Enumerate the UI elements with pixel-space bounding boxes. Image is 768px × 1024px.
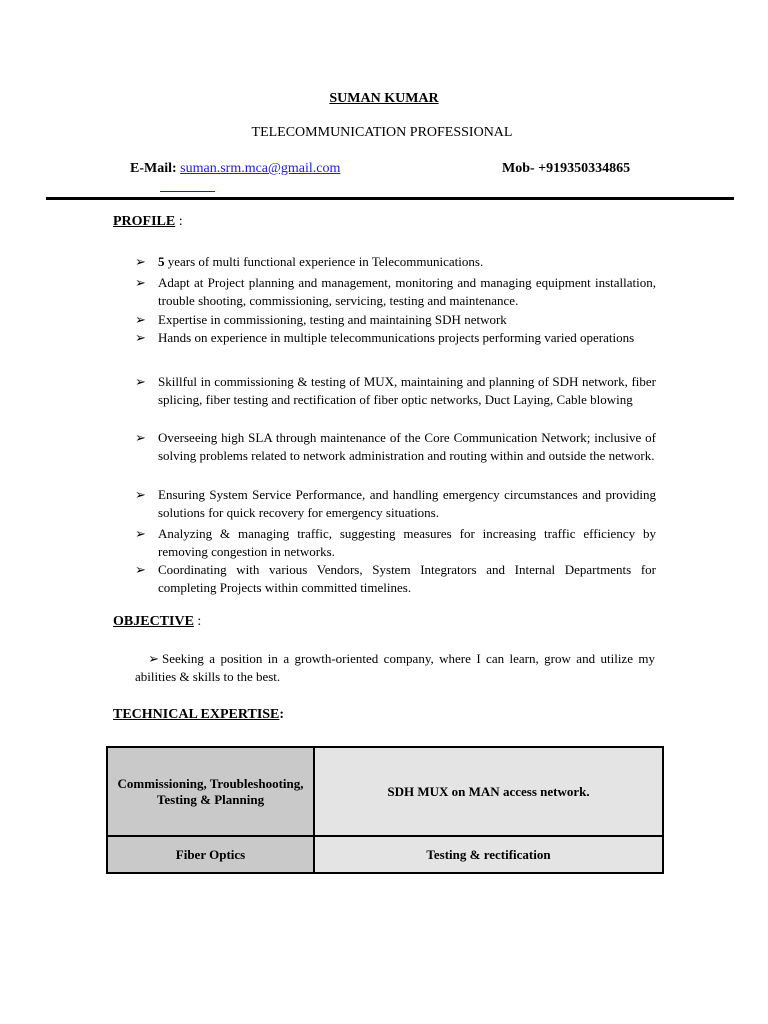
- candidate-name: SUMAN KUMAR: [329, 91, 439, 106]
- profile-item: [135, 274, 656, 310]
- arrow-bullet-icon: ➢: [135, 275, 146, 290]
- profile-heading: [113, 214, 183, 230]
- profile-item: [135, 429, 656, 465]
- email-link[interactable]: suman.srm.mca@gmail.com: [180, 161, 341, 176]
- expertise-area-cell: Commissioning, Troubleshooting, Testing & Planning: [107, 747, 314, 836]
- profile-item-text: Skillful in commissioning & testing of MUX, maintaining and planning of SDH network, fiber splicing, fiber testing and rectification of fiber optic networks, Duct Laying, Cable blowing: [158, 374, 656, 407]
- arrow-bullet-icon: ➢: [135, 254, 146, 269]
- arrow-bullet-icon: ➢: [135, 487, 146, 502]
- profile-item-text: Overseeing high SLA through maintenance of the Core Communication Network; inclusive of solving problems related to network administration and routing within and outside the network.: [158, 430, 656, 463]
- profile-item-text: Adapt at Project planning and management, monitoring and managing equipment installation, trouble shooting, commissioning, servicing, testing and maintenance.: [158, 275, 656, 308]
- profile-heading-colon: :: [175, 214, 183, 229]
- arrow-bullet-icon: ➢: [135, 330, 146, 345]
- expertise-detail-cell: Testing & rectification: [314, 836, 663, 873]
- profile-heading-label: PROFILE: [113, 214, 176, 229]
- email-label: E-Mail:: [130, 161, 177, 176]
- expertise-detail-cell: SDH MUX on MAN access network.: [314, 747, 663, 836]
- mobile-number: Mob- +919350334865: [502, 161, 631, 176]
- expertise-heading-label: TECHNICAL EXPERTISE: [113, 707, 280, 722]
- arrow-bullet-icon: ➢: [135, 562, 146, 577]
- objective-heading-label: OBJECTIVE: [113, 614, 194, 629]
- expertise-heading: [113, 707, 284, 723]
- table-row: [107, 747, 663, 836]
- profile-item: [135, 561, 656, 597]
- expertise-table: [106, 746, 664, 874]
- profile-item: [135, 486, 656, 522]
- profile-item-text: Analyzing & managing traffic, suggesting measures for increasing traffic efficiency by removing congestion in networks.: [158, 526, 656, 559]
- profile-item-text: Expertise in commissioning, testing and maintaining SDH network: [158, 312, 507, 327]
- profile-item: [135, 253, 656, 271]
- objective-text: [135, 650, 655, 686]
- profile-item-text: Hands on experience in multiple telecommunications projects performing varied operations: [158, 330, 635, 345]
- profile-item-text: years of multi functional experience in Telecommunications.: [164, 254, 484, 269]
- arrow-bullet-icon: ➢: [135, 430, 146, 445]
- profile-item: [135, 373, 656, 409]
- objective-heading-colon: :: [193, 614, 202, 629]
- arrow-bullet-icon: ➢: [135, 374, 146, 389]
- email-line: [130, 161, 340, 177]
- arrow-bullet-icon: ➢: [135, 526, 146, 541]
- table-row: [107, 836, 663, 873]
- profile-item: [135, 311, 656, 329]
- profile-item-years: 5: [158, 254, 165, 269]
- email-underline-mark: [160, 191, 215, 192]
- objective-statement: Seeking a position in a growth-oriented company, where I can learn, grow and utilize my abilities & skills to the best.: [135, 651, 655, 684]
- expertise-heading-colon: :: [279, 707, 285, 722]
- profile-item-text: Ensuring System Service Performance, and handling emergency circumstances and providing solutions for quick recovery for emergency situations.: [158, 487, 656, 520]
- profile-item: [135, 329, 656, 347]
- professional-title: TELECOMMUNICATION PROFESSIONAL: [251, 125, 513, 140]
- expertise-area-cell: Fiber Optics: [107, 836, 314, 873]
- arrow-bullet-icon: ➢: [148, 651, 159, 666]
- objective-heading: [113, 614, 201, 630]
- profile-item: [135, 525, 656, 561]
- header-divider: [46, 197, 734, 200]
- profile-item-text: Coordinating with various Vendors, System Integrators and Internal Departments for completing Projects within committed timelines.: [158, 562, 656, 595]
- arrow-bullet-icon: ➢: [135, 312, 146, 327]
